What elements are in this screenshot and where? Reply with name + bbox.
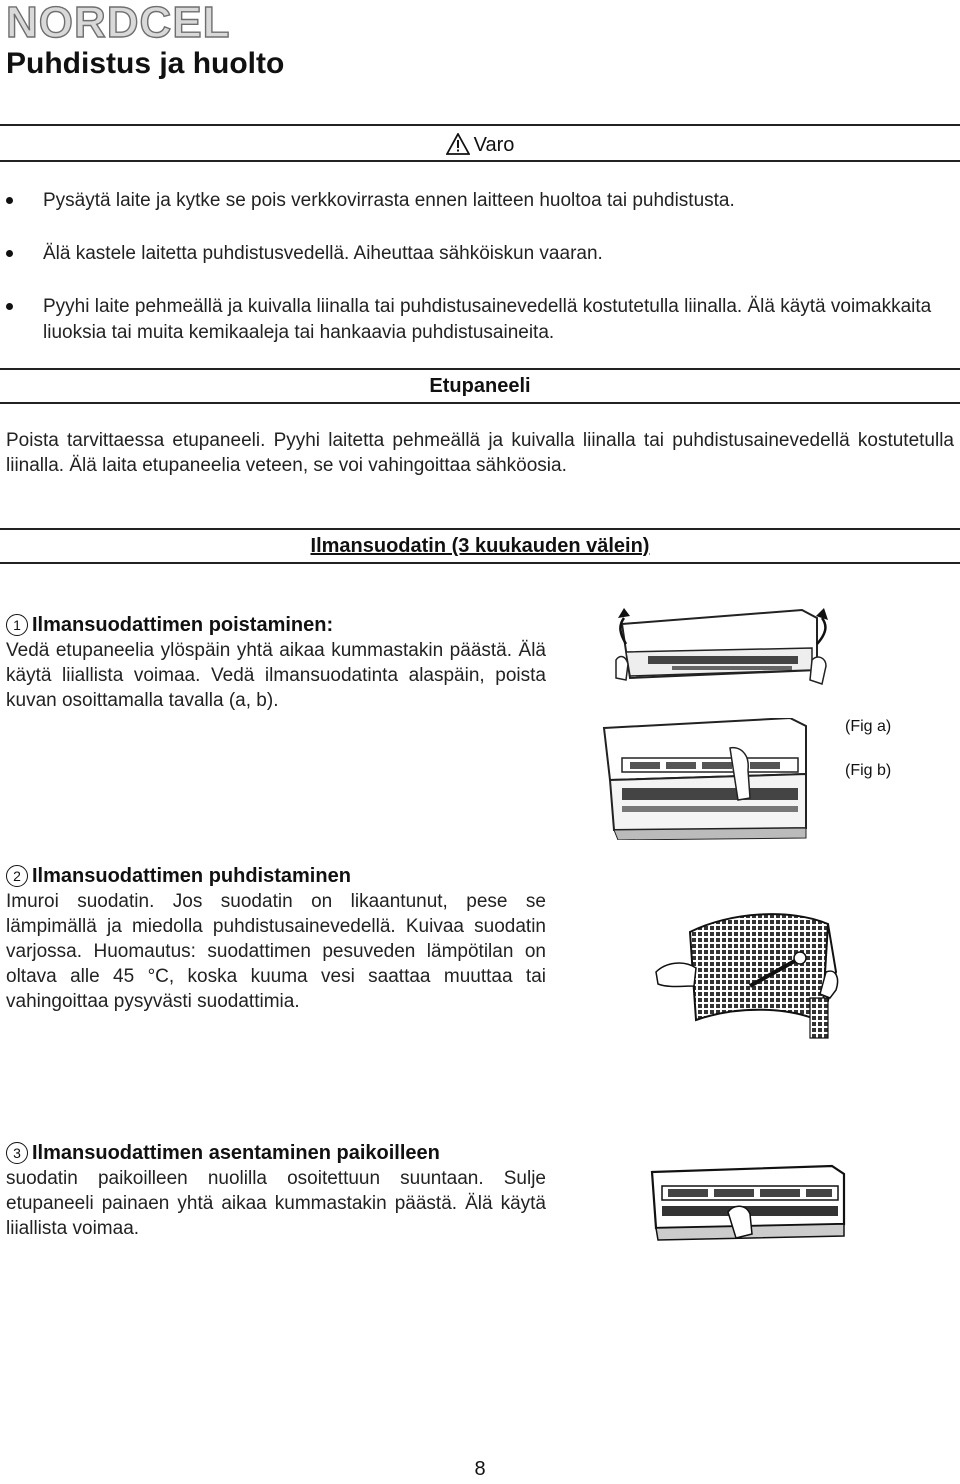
front-panel-text: Poista tarvittaessa etupaneeli. Pyyhi laitetta pehmeällä ja kuivalla liinalla tai puhdistusainevedellä kostutetulla liinalla. Älä laita etupaneelia veteen, se voi vahingoittaa sähköosia. [6,430,954,476]
list-item-text: Pyyhi laite pehmeällä ja kuivalla liinalla tai puhdistusainevedellä kostutetulla liinalla. Älä käytä voimakkaita liuoksia tai muita kemikaaleja tai hankaavia puhdistusaineita. [43,296,932,343]
divider [0,562,960,564]
warning-triangle-icon [446,133,470,155]
step-number-badge: 3 [6,1142,28,1164]
figure-label-a: (Fig a) [845,718,892,735]
step-2-title [6,863,566,889]
page-number: 8 [474,1458,486,1480]
step-number-badge: 1 [6,614,28,636]
step-1-title [6,612,566,638]
figure-b-filter-pull [600,718,810,840]
divider [0,528,960,530]
step-title-text: Ilmansuodattimen poistaminen: [32,614,334,636]
divider [0,368,960,370]
step-2-text: Imuroi suodatin. Jos suodatin on likaantunut, pese se lämpimällä ja miedolla puhdistusainevedellä. Kuivaa suodatin varjossa. Huomautus: suodattimen pesuveden lämpötilan on oltava alle 45 °C, koska kuuma vesi saattaa muuttaa tai vahingoittaa pysyvästi suodattimia. [6,891,546,1012]
page-title: Puhdistus ja huolto [6,47,285,80]
figure-filter-cleaning [650,902,840,1042]
list-item-text: Pysäytä laite ja kytke se pois verkkovirrasta ennen laitteen huoltoa tai puhdistusta. [43,190,735,211]
caution-heading [0,130,960,160]
step-3-title [6,1140,566,1166]
divider [0,402,960,404]
figure-a-panel-lift [612,604,832,688]
step-number-badge: 2 [6,865,28,887]
step-3-text: suodatin paikoilleen nuolilla osoitettuun suuntaan. Sulje etupaneeli painaen yhtä aikaa kummastakin päästä. Älä käytä liiallista voimaa. [6,1168,546,1239]
brand-logo: NORDCEL [6,0,231,47]
bullet-icon [6,250,13,257]
figure-label-b: (Fig b) [845,762,892,779]
step-1-text: Vedä etupaneelia ylöspäin yhtä aikaa kummastakin päästä. Älä käytä liiallista voimaa. Vedä ilmansuodatinta alaspäin, poista kuvan osoittamalla tavalla (a, b). [6,640,546,711]
divider [0,160,960,162]
step-title-text: Ilmansuodattimen puhdistaminen [32,865,351,887]
figure-filter-install [648,1164,848,1250]
caution-label: Varo [473,134,515,156]
step-title-text: Ilmansuodattimen asentaminen paikoilleen [32,1142,440,1164]
bullet-icon [6,303,13,310]
filter-heading-text: Ilmansuodatin (3 kuukauden välein) [310,535,650,557]
divider [0,124,960,126]
section-heading-front-panel: Etupaneeli [429,375,531,397]
bullet-icon [6,197,13,204]
section-heading-filter [0,532,960,560]
list-item-text: Älä kastele laitetta puhdistusvedellä. Aiheuttaa sähköiskun vaaran. [43,243,603,264]
